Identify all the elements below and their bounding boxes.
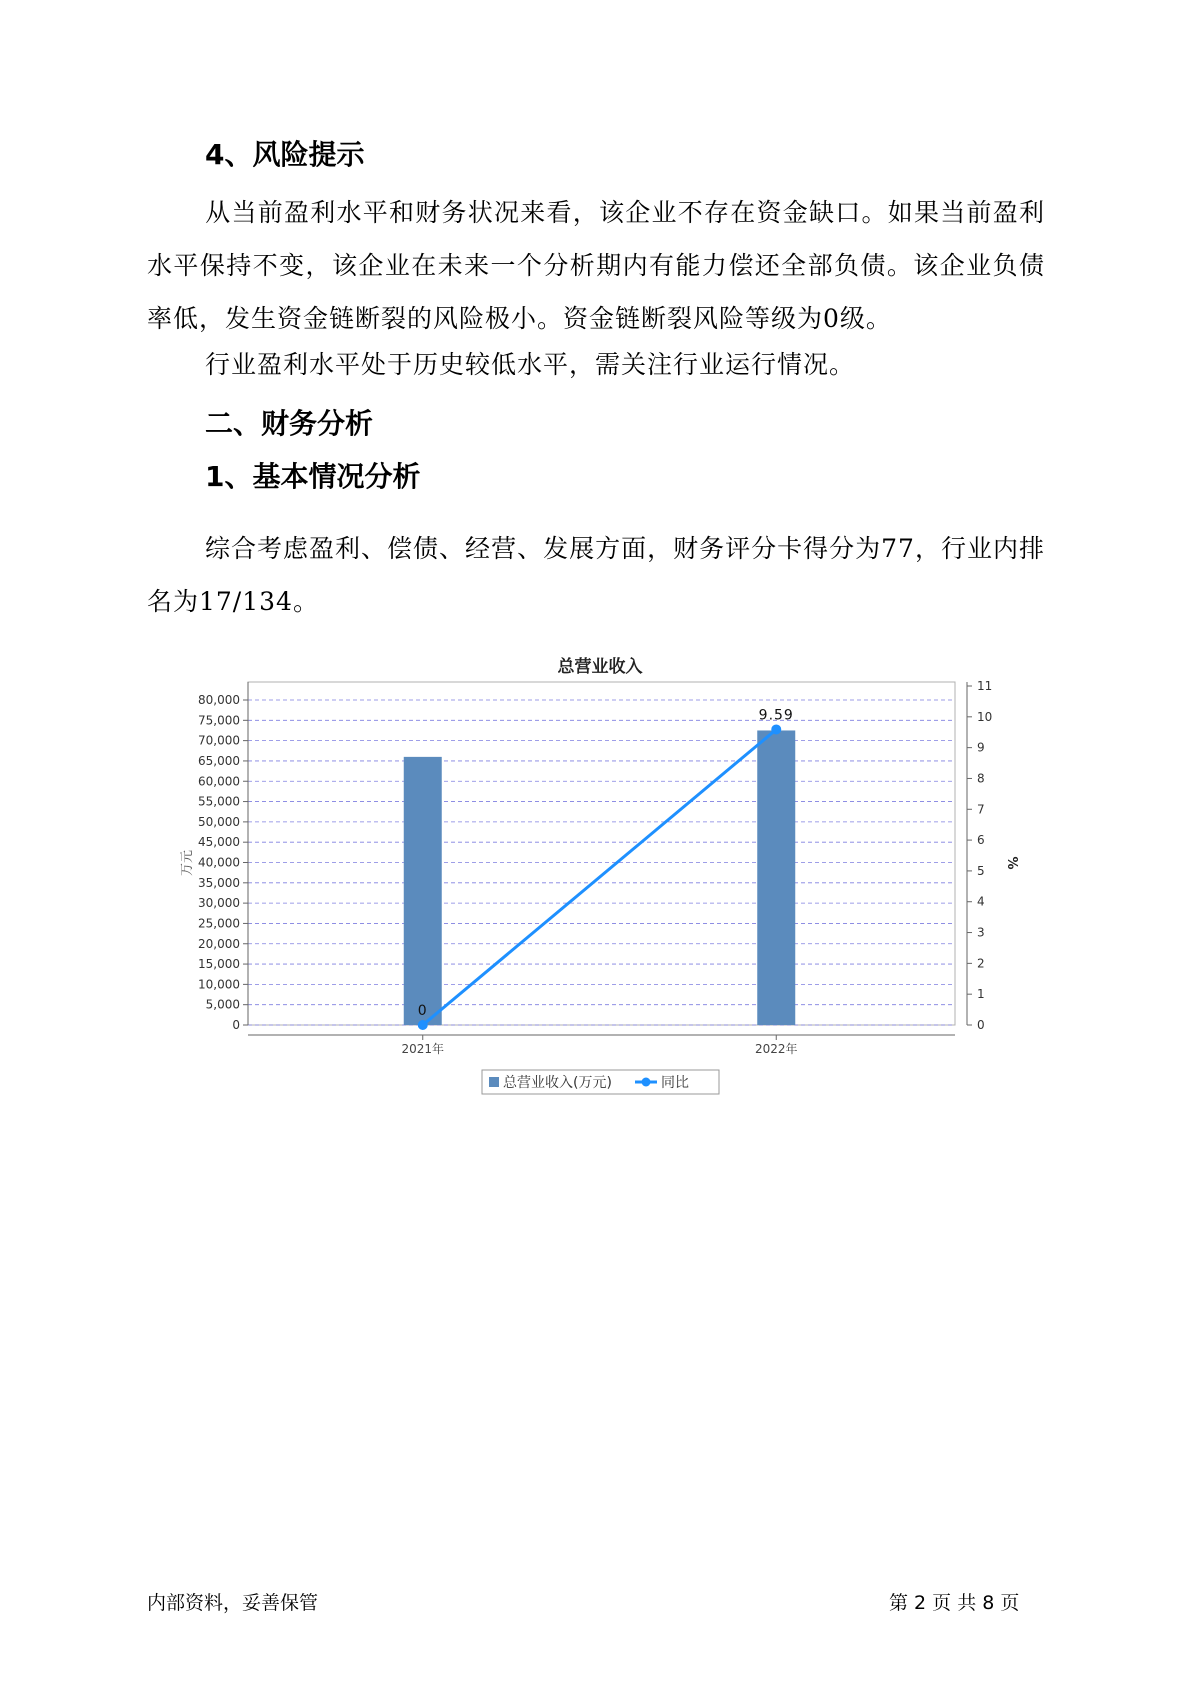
y2-tick-label: 8 [977,771,985,786]
y2-axis-label: % [1004,856,1019,870]
y2-tick-label: 11 [977,679,993,693]
chart-left-axis [198,682,248,1032]
section-heading-risk: 4、风险提示 [205,138,365,171]
revenue-chart [160,645,1040,1100]
growth-line [423,729,777,1025]
industry-paragraph-text: 行业盈利水平处于历史较低水平，需关注行业运行情况。 [205,350,856,379]
chart-legend [482,1070,719,1094]
y-tick-label: 80,000 [198,693,240,707]
basic-paragraph-text: 综合考虑盈利、偿债、经营、发展方面，财务评分卡得分为77，行业内排名为17/134。 [147,534,1045,616]
revenue-bar [404,757,442,1025]
risk-paragraph [147,186,1045,345]
chart-growth-line [418,707,794,1030]
y2-tick-label: 3 [977,925,985,940]
y-tick-label: 60,000 [198,774,240,789]
y-tick-label: 65,000 [198,753,240,768]
y-tick-label: 75,000 [198,713,240,728]
y2-tick-label: 2 [977,956,985,971]
chart-title: 总营业收入 [557,657,643,677]
legend-growth-label: 同比 [661,1075,689,1091]
y-tick-label: 30,000 [198,896,240,911]
y-tick-label: 10,000 [198,977,240,992]
y2-tick-label: 5 [977,863,985,878]
y-axis-label: 万元 [180,849,195,877]
x-tick-label: 2021年 [401,1042,445,1056]
growth-point [418,1020,428,1030]
industry-paragraph [147,338,1045,391]
legend-revenue-label: 总营业收入(万元) [503,1075,612,1091]
y-tick-label: 20,000 [198,936,240,951]
y-tick-label: 15,000 [198,957,240,972]
y2-tick-label: 1 [977,987,985,1002]
basic-paragraph [147,522,1045,628]
y-tick-label: 35,000 [198,875,240,890]
y2-tick-label: 4 [977,894,985,909]
y2-tick-label: 7 [977,802,985,817]
footer-confidential: 内部资料，妥善保管 [147,1592,319,1614]
section-heading-financial-analysis: 二、财务分析 [205,407,374,440]
y2-tick-label: 6 [977,833,985,848]
y-tick-label: 40,000 [198,855,240,870]
risk-paragraph-text: 从当前盈利水平和财务状况来看，该企业不存在资金缺口。如果当前盈利水平保持不变，该企业在未来一个分析期内有能力偿还全部负债。该企业负债率低，发生资金链断裂的风险极小。资金链断裂风险等级为0级。 [147,198,1045,333]
legend-bar-swatch [489,1077,499,1087]
growth-data-label: 9.59 [758,707,794,724]
chart-x-axis [248,1035,955,1056]
y-tick-label: 55,000 [198,794,240,809]
y2-tick-label: 0 [977,1018,985,1032]
y2-tick-label: 9 [977,740,985,755]
y-tick-label: 5,000 [205,997,240,1012]
chart-gridlines [248,682,955,1025]
chart-right-axis [967,679,992,1032]
legend-line-marker [642,1078,651,1087]
y-tick-label: 45,000 [198,835,240,850]
growth-point [771,724,781,734]
subsection-heading-basic: 1、基本情况分析 [205,460,421,493]
growth-data-label: 0 [417,1003,428,1019]
footer-page-number: 第 2 页 共 8 页 [889,1592,1020,1614]
y-tick-label: 50,000 [198,814,240,829]
y-tick-label: 70,000 [198,733,240,748]
revenue-bar [757,730,795,1025]
plot-frame [248,682,955,1025]
x-tick-label: 2022年 [754,1042,798,1056]
y-tick-label: 25,000 [198,916,240,931]
y-tick-label: 0 [232,1018,240,1032]
y2-tick-label: 10 [977,709,993,724]
